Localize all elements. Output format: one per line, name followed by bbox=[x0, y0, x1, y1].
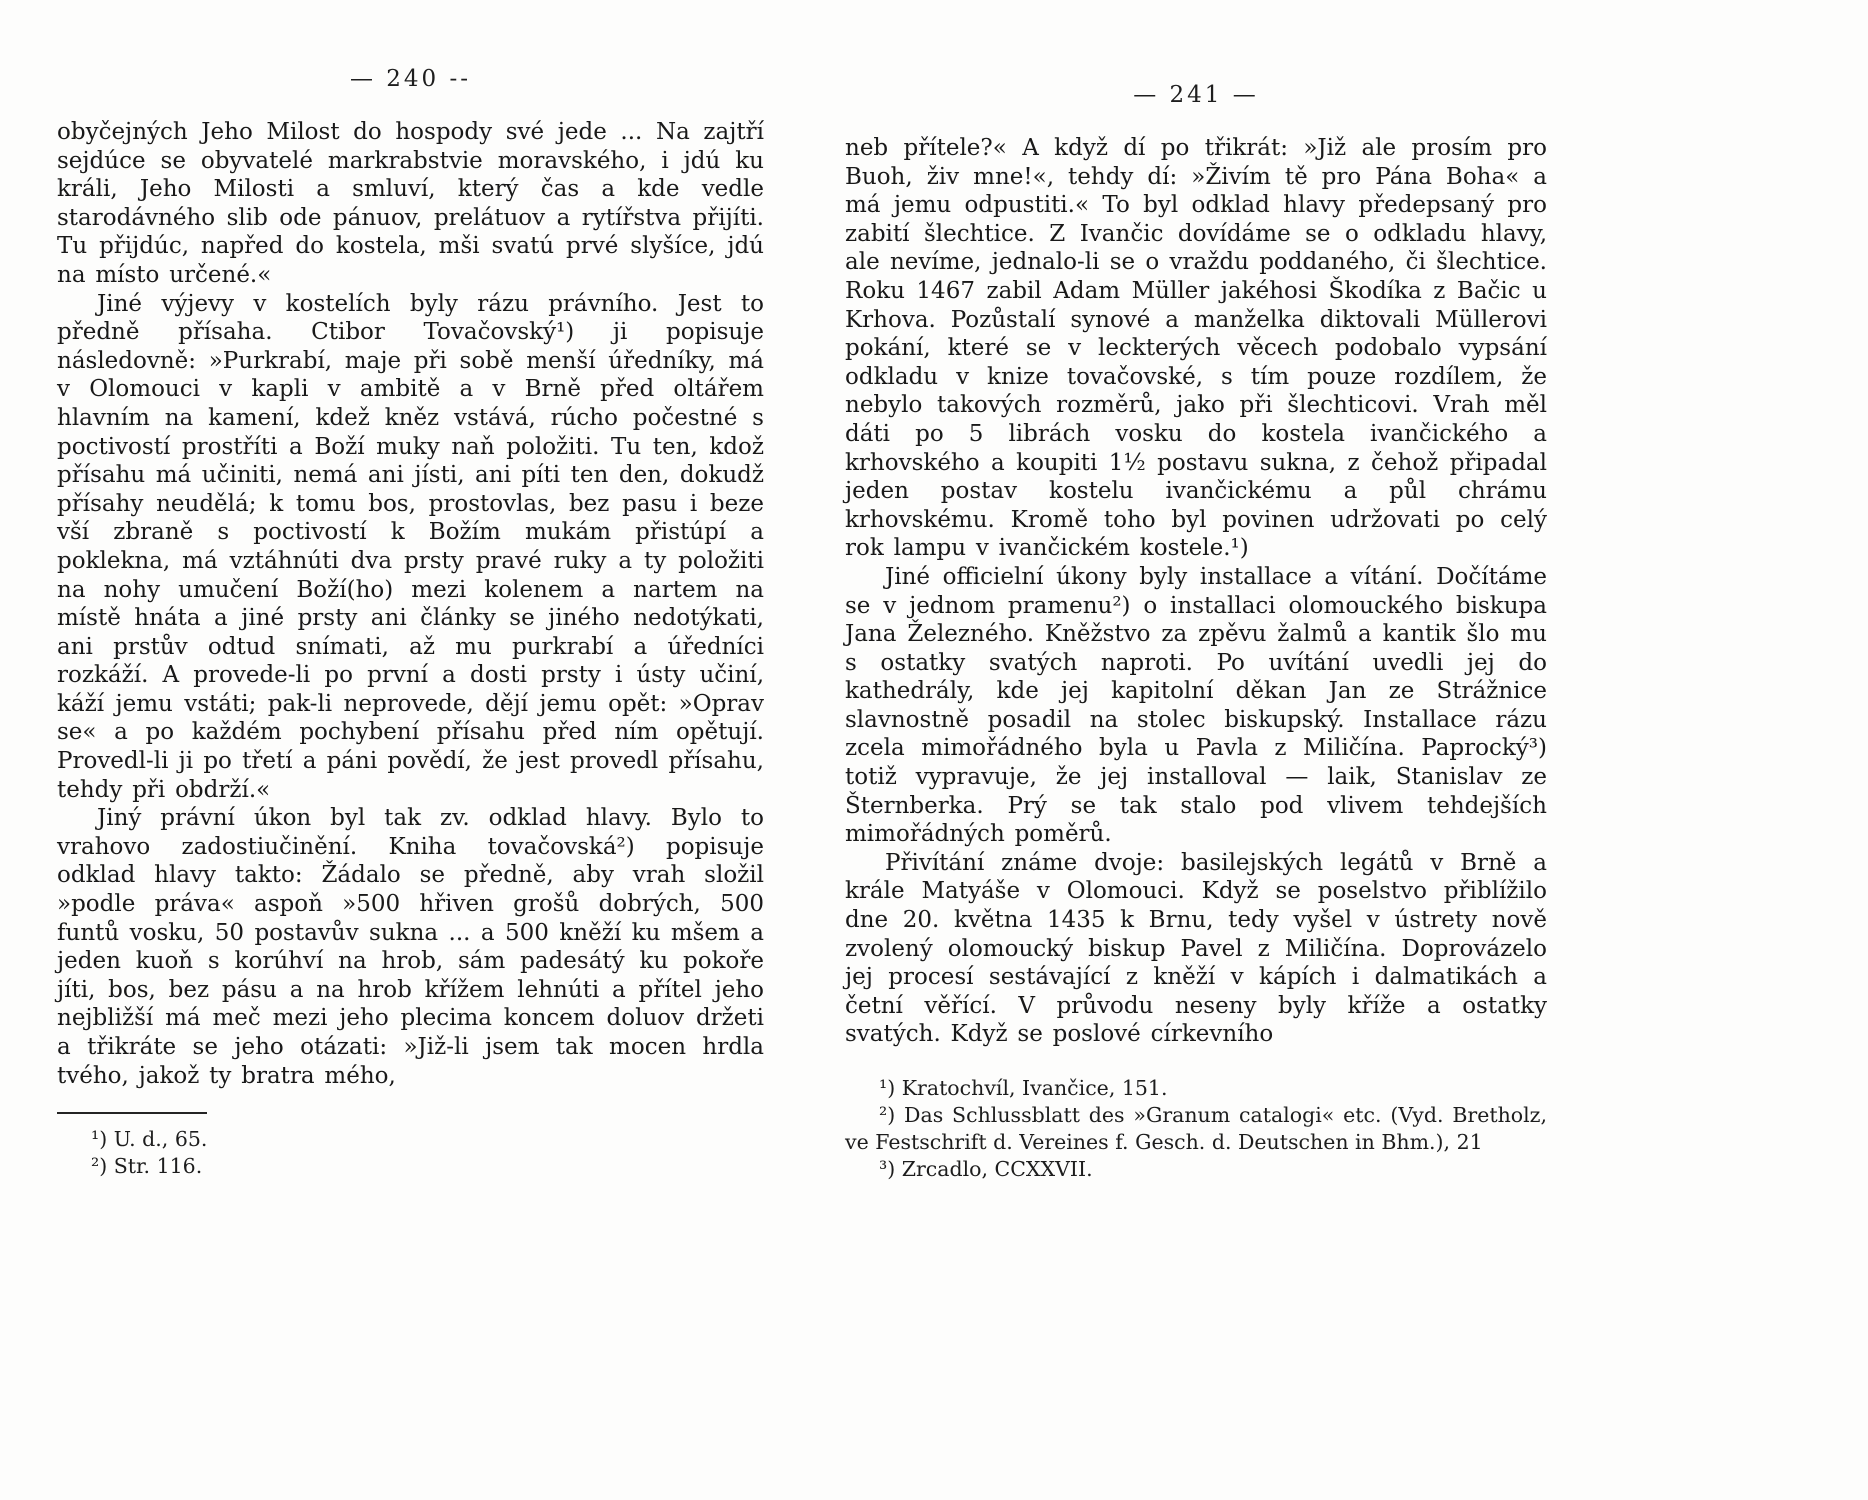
page-241 bbox=[845, 0, 1547, 1183]
page-body-right bbox=[845, 134, 1547, 1049]
paragraph: Přivítání známe dvoje: basilejských legátů v Brně a krále Matyáše v Olomouci. Když se poselstvo přiblížilo dne 20. května 1435 k Brnu, tedy vyšel v ústrety nově zvolený olomoucký biskup Pavel z Miličína. Doprovázelo jej procesí sestávající z kněží v kápích i dalmatikách a četní věřící. V průvodu neseny byly kříže a ostatky svatých. Když se poslové církevního bbox=[845, 849, 1547, 1048]
footnote: ¹) U. d., 65. bbox=[91, 1127, 208, 1152]
page-number-right: — 241 — bbox=[1133, 82, 1259, 108]
page-number-left: — 240 -- bbox=[349, 66, 472, 92]
paragraph: Jiný právní úkon byl tak zv. odklad hlavy. Bylo to vrahovo zadostiučinění. Kniha tovačovská²) popisuje odklad hlavy takto: Žádalo se předně, aby vrah složil »podle práva« aspoň »500 hřiven grošů dobrých, 500 funtů vosku, 50 postavův sukna ... a 500 kněží ku mšem a jeden kuoň s korúhví na hrob, sám padesátý ku pokoře jíti, bos, bez pásu a na hrob křížem lehnúti a přítel jeho nejbližší má meč mezi jeho plecima koncem doluov držeti a třikráte se jeho otázati: »Již-li jsem tak mocen hrdla tvého, jakož ty bratra mého, bbox=[57, 805, 764, 1089]
footnote: ²) Str. 116. bbox=[91, 1154, 203, 1179]
paragraph: obyčejných Jeho Milost do hospody své jede ... Na zajtří sejdúce se obyvatelé markrabstvie moravského, i jdú ku králi, Jeho Milosti a smluví, který čas a kde vedle starodávného slib ode pánuov, prelátuov a rytířstva přijíti. Tu přijdúc, napřed do kostela, mši svatú prvé slyšíce, jdú na místo určené.« bbox=[57, 119, 764, 288]
page-240 bbox=[57, 0, 764, 1180]
footnotes-right bbox=[845, 1075, 1547, 1183]
footnote: ³) Zrcadlo, CCXXVII. bbox=[879, 1157, 1093, 1181]
paragraph: Jiné officielní úkony byly installace a vítání. Dočítáme se v jednom pramenu²) o installaci olomouckého biskupa Jana Železného. Kněžstvo za zpěvu žalmů a kantik šlo mu s ostatky svatých naproti. Po uvítání uvedli jej do kathedrály, kde jej kapitolní děkan Jan ze Strážnice slavnostně posadil na stolec biskupský. Installace rázu zcela mimořádného byla u Pavla z Miličína. Paprocký³) totiž vypravuje, že jej installoval — laik, Stanislav ze Šternberka. Prý se tak stalo pod vlivem tehdejších mimořádných poměrů. bbox=[845, 563, 1547, 848]
footnote: ²) Das Schlussblatt des »Granum catalogi« etc. (Vyd. Bretholz, ve Festschrift d. Vereines f. Gesch. d. Deutschen in Bhm.), 21 bbox=[845, 1103, 1547, 1154]
paragraph: neb přítele?« A když dí po třikrát: »Již ale prosím pro Buoh, živ mne!«, tehdy dí: »Živím tě pro Pána Boha« a má jemu odpustiti.« To byl odklad hlavy předepsaný pro zabití šlechtice. Z Ivančic dovídáme se o odkladu hlavy, ale nevíme, jednalo-li se o vraždu poddaného, či šlechtice. Roku 1467 zabil Adam Müller jakéhosi Škodíka z Bačic u Krhova. Pozůstalí synové a manželka diktovali Müllerovi pokání, které se v leckterých věcech podobalo vypsání odkladu v knize tovačovské, s tím pouze rozdílem, že nebylo takových rozměrů, jako při šlechticovi. Vrah měl dáti po 5 librách vosku do kostela ivančického a krhovského a koupiti 1½ postavu sukna, z čehož připadal jeden postav kostelu ivančickému a půl chrámu krhovskému. Kromě toho byl povinen udržovati po celý rok lampu v ivančickém kostele.¹) bbox=[845, 135, 1547, 562]
footnotes-left bbox=[57, 1126, 764, 1180]
footnote-divider bbox=[57, 1112, 207, 1114]
paragraph: Jiné výjevy v kostelích byly rázu právního. Jest to předně přísaha. Ctibor Tovačovský¹) ji popisuje následovně: »Purkrabí, maje při sobě menší úředníky, má v Olomouci v kapli v ambitě a v Brně před oltářem hlavním na kamení, kdež kněz vstává, rúcho počestné s poctivostí prostříti a Boží muky naň položiti. Tu ten, kdož přísahu má učiniti, nemá ani jísti, ani píti ten den, dokudž přísahy neudělá; k tomu bos, prostovlas, bez pasu i beze vší zbraně s poctivostí k Božím mukám přistúpí a poklekna, má vztáhnúti dva prsty pravé ruky a ty položiti na nohy umučení Boží(ho) mezi kolenem a nartem na místě hnáta a jiné prsty ani články se jiného nedotýkati, ani prstův odtud snímati, až mu purkrabí a úředníci rozkáží. A provede-li po první a dosti prsty i ústy učiní, káží jemu vstáti; pak-li neprovede, dějí jemu opět: »Oprav se« a po každém pochybení přísahu před ním opětují. Provedl-li ji po třetí a páni povědí, že jest provedl přísahu, tehdy při obdrží.« bbox=[57, 290, 764, 803]
footnote: ¹) Kratochvíl, Ivančice, 151. bbox=[879, 1076, 1168, 1100]
page-body-left bbox=[57, 118, 764, 1090]
